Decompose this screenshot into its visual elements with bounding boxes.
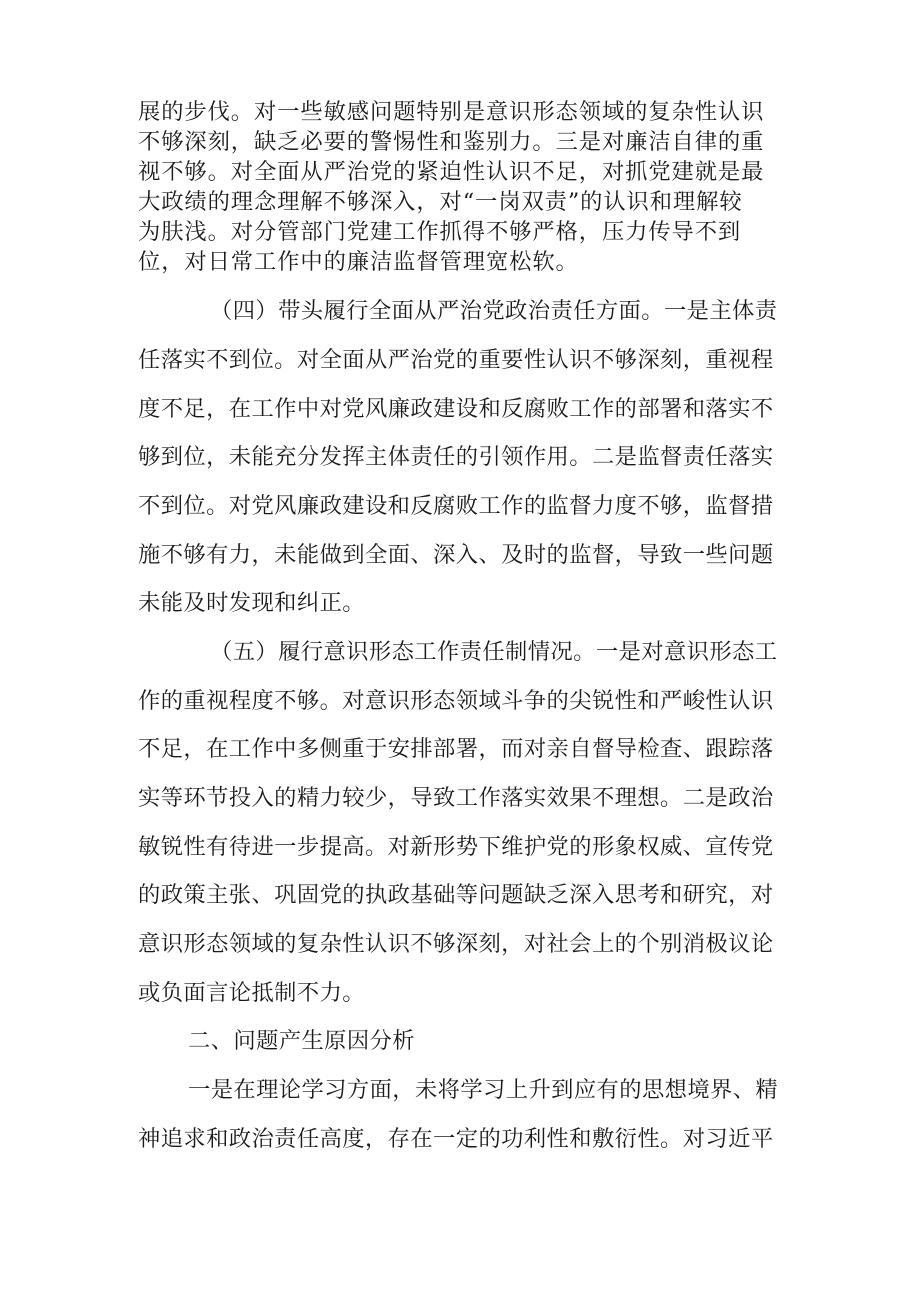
text-line: 任落实不到位。对全面从严治党的重要性认识不够深刻，重视程 [138, 347, 774, 373]
text-line: 作的重视程度不够。对意识形态领域斗争的尖锐性和严峻性认识 [138, 688, 774, 714]
text-line: 或负面言论抵制不力。 [138, 980, 365, 1006]
heading-text: 二、问题产生原因分析 [188, 1028, 415, 1054]
text-line: 未能及时发现和纠正。 [138, 590, 365, 616]
text-line: 不到位。对党风廉政建设和反腐败工作的监督力度不够，监督措 [138, 493, 774, 519]
text-line: 不足，在工作中多侧重于安排部署，而对亲自督导检查、跟踪落 [138, 736, 774, 762]
text-line: 大政绩的理念理解不够深入，对“一岗双责”的认识和理解较 [138, 189, 743, 215]
text-line: （五）履行意识形态工作责任制情况。一是对意识形态工 [210, 639, 778, 665]
text-line: 位，对日常工作中的廉洁监督管理宽松软。 [138, 249, 579, 275]
text-line: 为肤浅。对分管部门党建工作抓得不够严格，压力传导不到 [138, 219, 742, 245]
text-line: 神追求和政治责任高度，存在一定的功利性和敷衍性。对习近平 [138, 1126, 774, 1152]
text-line: 度不足，在工作中对党风廉政建设和反腐败工作的部署和落实不 [138, 396, 774, 422]
text-line: 展的步伐。对一些敏感问题特别是意识形态领域的复杂性认识 [138, 99, 765, 125]
text-line: 意识形态领域的复杂性认识不够深刻，对社会上的个别消极议论 [138, 931, 774, 957]
text-line: 的政策主张、巩固党的执政基础等问题缺乏深入思考和研究，对 [138, 882, 774, 908]
text-line: 实等环节投入的精力较少，导致工作落实效果不理想。二是政治 [138, 785, 774, 811]
text-line: 够到位，未能充分发挥主体责任的引领作用。二是监督责任落实 [138, 444, 774, 470]
text-line: 视不够。对全面从严治党的紧迫性认识不足，对抓党建就是最 [138, 159, 765, 185]
text-line: （四）带头履行全面从严治党政治责任方面。一是主体责 [210, 298, 778, 324]
text-line: 施不够有力，未能做到全面、深入、及时的监督，导致一些问题 [138, 542, 774, 568]
text-line: 敏锐性有待进一步提高。对新形势下维护党的形象权威、宣传党 [138, 834, 774, 860]
text-line: 不够深刻，缺乏必要的警惕性和鉴别力。三是对廉洁自律的重 [138, 129, 765, 155]
text-line: 一是在理论学习方面，未将学习上升到应有的思想境界、精 [188, 1077, 779, 1103]
